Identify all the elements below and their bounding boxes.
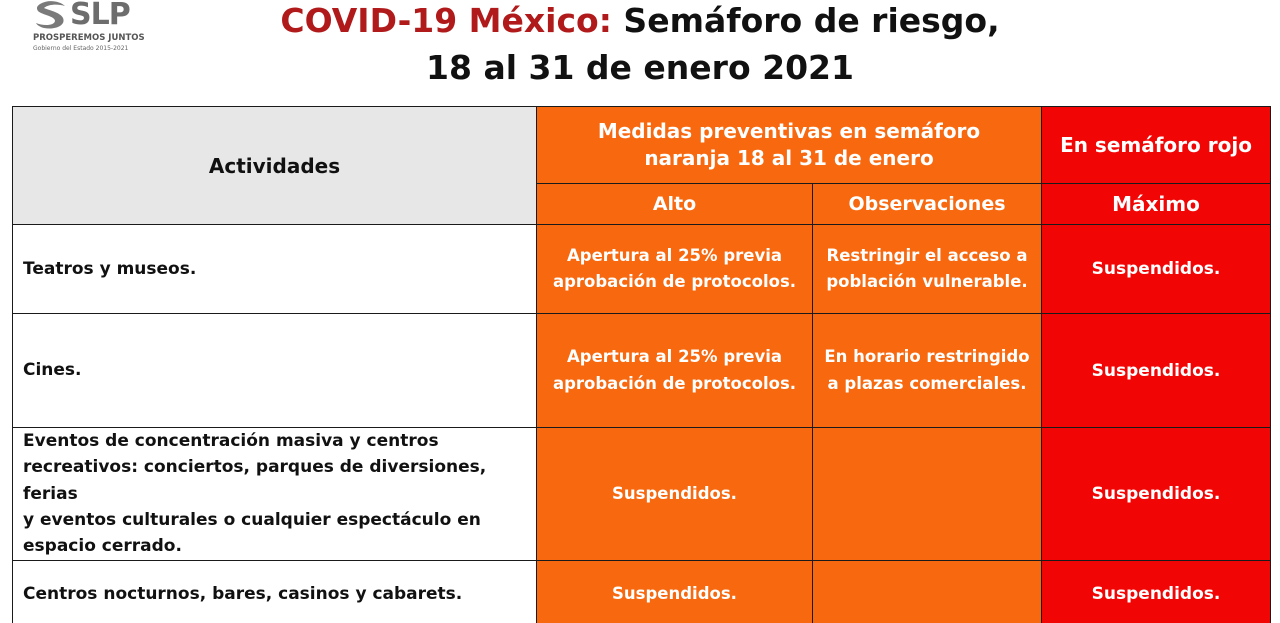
risk-semaphore-table	[12, 106, 1271, 623]
header-activities: Actividades	[13, 107, 537, 225]
table-row	[13, 225, 1271, 314]
slp-logo	[30, 0, 145, 58]
observaciones-cell: Restringir el acceso a población vulnerable.	[813, 225, 1042, 314]
logo-slogan: PROSPEREMOS JUNTOS	[33, 33, 145, 43]
page-title	[150, 3, 1130, 39]
table-row	[13, 428, 1271, 561]
alto-cell: Suspendidos.	[537, 560, 813, 623]
alto-cell: Suspendidos.	[537, 428, 813, 561]
logo-subtitle: Gobierno del Estado 2015-2021	[33, 45, 129, 52]
maximo-cell: Suspendidos.	[1042, 428, 1271, 561]
observaciones-cell	[813, 560, 1042, 623]
subheader-alto: Alto	[537, 184, 813, 225]
subheader-observaciones: Observaciones	[813, 184, 1042, 225]
header-orange-measures: Medidas preventivas en semáforo naranja 18 al 31 de enero	[537, 107, 1042, 184]
activity-cell: Teatros y museos.	[13, 225, 537, 314]
header-row	[13, 107, 1271, 184]
slp-logo-icon	[34, 0, 70, 30]
activity-cell: Cines.	[13, 314, 537, 428]
maximo-cell: Suspendidos.	[1042, 560, 1271, 623]
header-red-semaphore: En semáforo rojo	[1042, 107, 1271, 184]
alto-cell: Apertura al 25% previa aprobación de protocolos.	[537, 225, 813, 314]
title-rest: Semáforo de riesgo,	[611, 1, 1000, 40]
table-row	[13, 314, 1271, 428]
subheader-maximo: Máximo	[1042, 184, 1271, 225]
page-title-line2: 18 al 31 de enero 2021	[426, 48, 854, 87]
table-row	[13, 560, 1271, 623]
maximo-cell: Suspendidos.	[1042, 314, 1271, 428]
alto-cell: Apertura al 25% previa aprobación de protocolos.	[537, 314, 813, 428]
title-red-part: COVID-19 México:	[280, 1, 612, 40]
observaciones-cell: En horario restringido a plazas comerciales.	[813, 314, 1042, 428]
observaciones-cell	[813, 428, 1042, 561]
activity-cell: Centros nocturnos, bares, casinos y cabarets.	[13, 560, 537, 623]
maximo-cell: Suspendidos.	[1042, 225, 1271, 314]
logo-name: SLP	[70, 0, 130, 32]
activity-cell: Eventos de concentración masiva y centros recreativos: conciertos, parques de diversiones, ferias y eventos culturales o cualquier espectáculo en espacio cerrado.	[13, 428, 537, 561]
